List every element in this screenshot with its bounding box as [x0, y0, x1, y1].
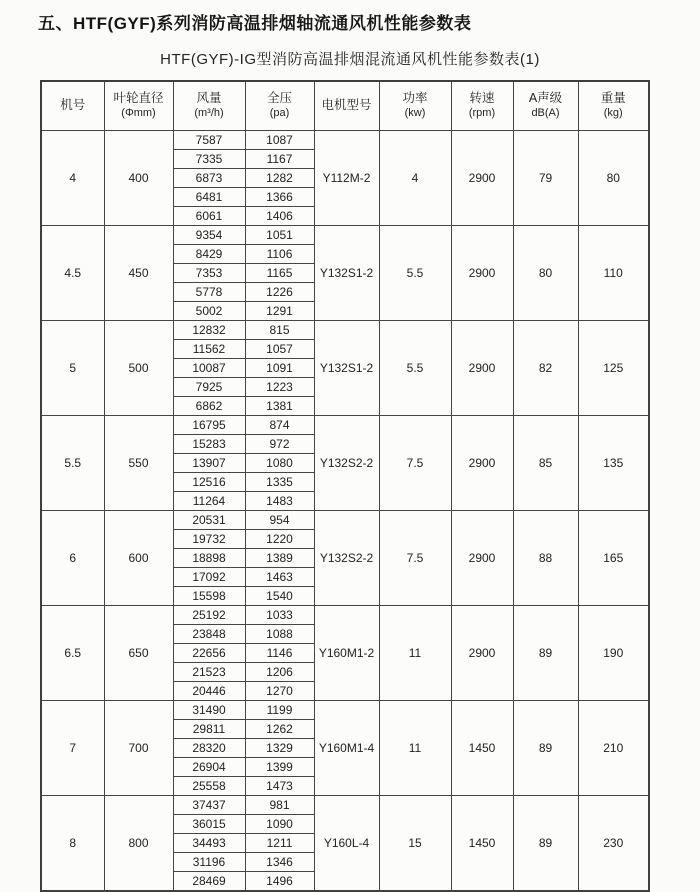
- power-cell: 15: [379, 795, 451, 891]
- pressure-cell: 1389: [245, 548, 314, 567]
- header-cell-8: [578, 81, 649, 130]
- pressure-cell: 1463: [245, 567, 314, 586]
- pressure-cell: 1346: [245, 852, 314, 871]
- impeller-diameter-cell: 600: [104, 510, 173, 605]
- airflow-cell: 16795: [173, 415, 245, 434]
- airflow-cell: 20531: [173, 510, 245, 529]
- airflow-cell: 10087: [173, 358, 245, 377]
- airflow-cell: 34493: [173, 833, 245, 852]
- impeller-diameter-cell: 500: [104, 320, 173, 415]
- airflow-cell: 36015: [173, 814, 245, 833]
- airflow-cell: 7587: [173, 130, 245, 149]
- speed-cell: 2900: [451, 510, 513, 605]
- table-caption: HTF(GYF)-IG型消防高温排烟混流通风机性能参数表(1): [160, 51, 540, 68]
- motor-model-cell: Y160M1-2: [314, 605, 379, 700]
- table-row-group4-sub0: [41, 510, 649, 529]
- header-unit: (rpm): [468, 107, 496, 120]
- airflow-cell: 25192: [173, 605, 245, 624]
- table-row-group1-sub0: [41, 225, 649, 244]
- motor-model-cell: Y132S2-2: [314, 415, 379, 510]
- header-label: 电机型号: [321, 97, 372, 112]
- motor-model-cell: Y132S2-2: [314, 510, 379, 605]
- airflow-cell: 25558: [173, 776, 245, 795]
- pressure-cell: 874: [245, 415, 314, 434]
- header-unit: (kw): [404, 107, 426, 120]
- model-no-cell: 6: [41, 510, 104, 605]
- airflow-cell: 5002: [173, 301, 245, 320]
- airflow-cell: 6061: [173, 206, 245, 225]
- impeller-diameter-cell: 700: [104, 700, 173, 795]
- header-cell-1: [104, 81, 173, 130]
- airflow-cell: 29811: [173, 719, 245, 738]
- speed-cell: 2900: [451, 130, 513, 225]
- speed-cell: 2900: [451, 605, 513, 700]
- impeller-diameter-cell: 400: [104, 130, 173, 225]
- noise-level-cell: 79: [513, 130, 578, 225]
- pressure-cell: 1033: [245, 605, 314, 624]
- power-cell: 5.5: [379, 225, 451, 320]
- motor-model-cell: Y132S1-2: [314, 320, 379, 415]
- pressure-cell: 1366: [245, 187, 314, 206]
- motor-model-cell: Y160L-4: [314, 795, 379, 891]
- speed-cell: 2900: [451, 320, 513, 415]
- motor-model-cell: Y160M1-4: [314, 700, 379, 795]
- pressure-cell: 1106: [245, 244, 314, 263]
- pressure-cell: 1220: [245, 529, 314, 548]
- header-label: A声级: [528, 90, 563, 105]
- pressure-cell: 1226: [245, 282, 314, 301]
- pressure-cell: 1080: [245, 453, 314, 472]
- airflow-cell: 20446: [173, 681, 245, 700]
- table-row-group6-sub0: [41, 700, 649, 719]
- header-unit: dB(A): [531, 107, 560, 120]
- header-cell-3: [245, 81, 314, 130]
- table-row-group2-sub0: [41, 320, 649, 339]
- table-head: [41, 81, 649, 130]
- pressure-cell: 1282: [245, 168, 314, 187]
- airflow-cell: 22656: [173, 643, 245, 662]
- noise-level-cell: 88: [513, 510, 578, 605]
- header-label: 转速: [469, 90, 495, 105]
- airflow-cell: 12832: [173, 320, 245, 339]
- pressure-cell: 1199: [245, 700, 314, 719]
- power-cell: 7.5: [379, 510, 451, 605]
- pressure-cell: 1473: [245, 776, 314, 795]
- page-title: 五、HTF(GYF)系列消防高温排烟轴流通风机性能参数表: [38, 14, 472, 33]
- header-cell-0: [41, 81, 104, 130]
- table-body: [41, 130, 649, 891]
- weight-cell: 165: [578, 510, 649, 605]
- pressure-cell: 1270: [245, 681, 314, 700]
- noise-level-cell: 89: [513, 795, 578, 891]
- model-no-cell: 5: [41, 320, 104, 415]
- pressure-cell: 1087: [245, 130, 314, 149]
- table-row-group3-sub0: [41, 415, 649, 434]
- pressure-cell: 1399: [245, 757, 314, 776]
- pressure-cell: 1165: [245, 263, 314, 282]
- motor-model-cell: Y112M-2: [314, 130, 379, 225]
- power-cell: 11: [379, 700, 451, 795]
- header-label: 功率: [402, 90, 428, 105]
- airflow-cell: 12516: [173, 472, 245, 491]
- airflow-cell: 28320: [173, 738, 245, 757]
- header-cell-5: [379, 81, 451, 130]
- header-label: 叶轮直径: [113, 90, 164, 105]
- power-cell: 7.5: [379, 415, 451, 510]
- airflow-cell: 6873: [173, 168, 245, 187]
- noise-level-cell: 89: [513, 700, 578, 795]
- impeller-diameter-cell: 550: [104, 415, 173, 510]
- weight-cell: 125: [578, 320, 649, 415]
- pressure-cell: 1051: [245, 225, 314, 244]
- fan-performance-table: [40, 80, 650, 892]
- pressure-cell: 1091: [245, 358, 314, 377]
- weight-cell: 135: [578, 415, 649, 510]
- weight-cell: 210: [578, 700, 649, 795]
- motor-model-cell: Y132S1-2: [314, 225, 379, 320]
- model-no-cell: 4.5: [41, 225, 104, 320]
- header-unit: (m³/h): [194, 107, 224, 120]
- airflow-cell: 15283: [173, 434, 245, 453]
- airflow-cell: 37437: [173, 795, 245, 814]
- pressure-cell: 954: [245, 510, 314, 529]
- speed-cell: 1450: [451, 795, 513, 891]
- pressure-cell: 1211: [245, 833, 314, 852]
- airflow-cell: 19732: [173, 529, 245, 548]
- header-label: 风量: [196, 90, 222, 105]
- impeller-diameter-cell: 650: [104, 605, 173, 700]
- power-cell: 4: [379, 130, 451, 225]
- pressure-cell: 1291: [245, 301, 314, 320]
- header-row: [41, 81, 649, 130]
- header-cell-4: [314, 81, 379, 130]
- pressure-cell: 1223: [245, 377, 314, 396]
- pressure-cell: 1262: [245, 719, 314, 738]
- airflow-cell: 28469: [173, 871, 245, 891]
- airflow-cell: 6862: [173, 396, 245, 415]
- header-cell-6: [451, 81, 513, 130]
- header-unit: (Φmm): [121, 107, 156, 120]
- header-unit: (kg): [603, 107, 623, 120]
- impeller-diameter-cell: 450: [104, 225, 173, 320]
- power-cell: 11: [379, 605, 451, 700]
- pressure-cell: 1057: [245, 339, 314, 358]
- model-no-cell: 5.5: [41, 415, 104, 510]
- noise-level-cell: 82: [513, 320, 578, 415]
- pressure-cell: 981: [245, 795, 314, 814]
- pressure-cell: 1088: [245, 624, 314, 643]
- pressure-cell: 815: [245, 320, 314, 339]
- table-row-group7-sub0: [41, 795, 649, 814]
- header-cell-7: [513, 81, 578, 130]
- airflow-cell: 17092: [173, 567, 245, 586]
- airflow-cell: 26904: [173, 757, 245, 776]
- header-label: 全压: [266, 90, 292, 105]
- noise-level-cell: 85: [513, 415, 578, 510]
- airflow-cell: 5778: [173, 282, 245, 301]
- airflow-cell: 13907: [173, 453, 245, 472]
- pressure-cell: 1496: [245, 871, 314, 891]
- header-unit: (pa): [269, 107, 290, 120]
- airflow-cell: 7925: [173, 377, 245, 396]
- model-no-cell: 4: [41, 130, 104, 225]
- airflow-cell: 21523: [173, 662, 245, 681]
- noise-level-cell: 89: [513, 605, 578, 700]
- header-label: 重量: [600, 90, 626, 105]
- airflow-cell: 8429: [173, 244, 245, 263]
- model-no-cell: 6.5: [41, 605, 104, 700]
- impeller-diameter-cell: 800: [104, 795, 173, 891]
- pressure-cell: 1206: [245, 662, 314, 681]
- pressure-cell: 1406: [245, 206, 314, 225]
- header-cell-2: [173, 81, 245, 130]
- pressure-cell: 1483: [245, 491, 314, 510]
- pressure-cell: 1090: [245, 814, 314, 833]
- airflow-cell: 23848: [173, 624, 245, 643]
- airflow-cell: 11264: [173, 491, 245, 510]
- pressure-cell: 1146: [245, 643, 314, 662]
- speed-cell: 2900: [451, 225, 513, 320]
- table-row-group5-sub0: [41, 605, 649, 624]
- weight-cell: 190: [578, 605, 649, 700]
- airflow-cell: 15598: [173, 586, 245, 605]
- pressure-cell: 1540: [245, 586, 314, 605]
- speed-cell: 2900: [451, 415, 513, 510]
- model-no-cell: 8: [41, 795, 104, 891]
- weight-cell: 110: [578, 225, 649, 320]
- model-no-cell: 7: [41, 700, 104, 795]
- airflow-cell: 7353: [173, 263, 245, 282]
- weight-cell: 80: [578, 130, 649, 225]
- weight-cell: 230: [578, 795, 649, 891]
- power-cell: 5.5: [379, 320, 451, 415]
- airflow-cell: 9354: [173, 225, 245, 244]
- pressure-cell: 1329: [245, 738, 314, 757]
- pressure-cell: 1167: [245, 149, 314, 168]
- table-row-group0-sub0: [41, 130, 649, 149]
- header-label: 机号: [60, 97, 86, 112]
- airflow-cell: 7335: [173, 149, 245, 168]
- noise-level-cell: 80: [513, 225, 578, 320]
- pressure-cell: 1335: [245, 472, 314, 491]
- pressure-cell: 1381: [245, 396, 314, 415]
- speed-cell: 1450: [451, 700, 513, 795]
- airflow-cell: 31490: [173, 700, 245, 719]
- airflow-cell: 11562: [173, 339, 245, 358]
- airflow-cell: 6481: [173, 187, 245, 206]
- pressure-cell: 972: [245, 434, 314, 453]
- airflow-cell: 18898: [173, 548, 245, 567]
- airflow-cell: 31196: [173, 852, 245, 871]
